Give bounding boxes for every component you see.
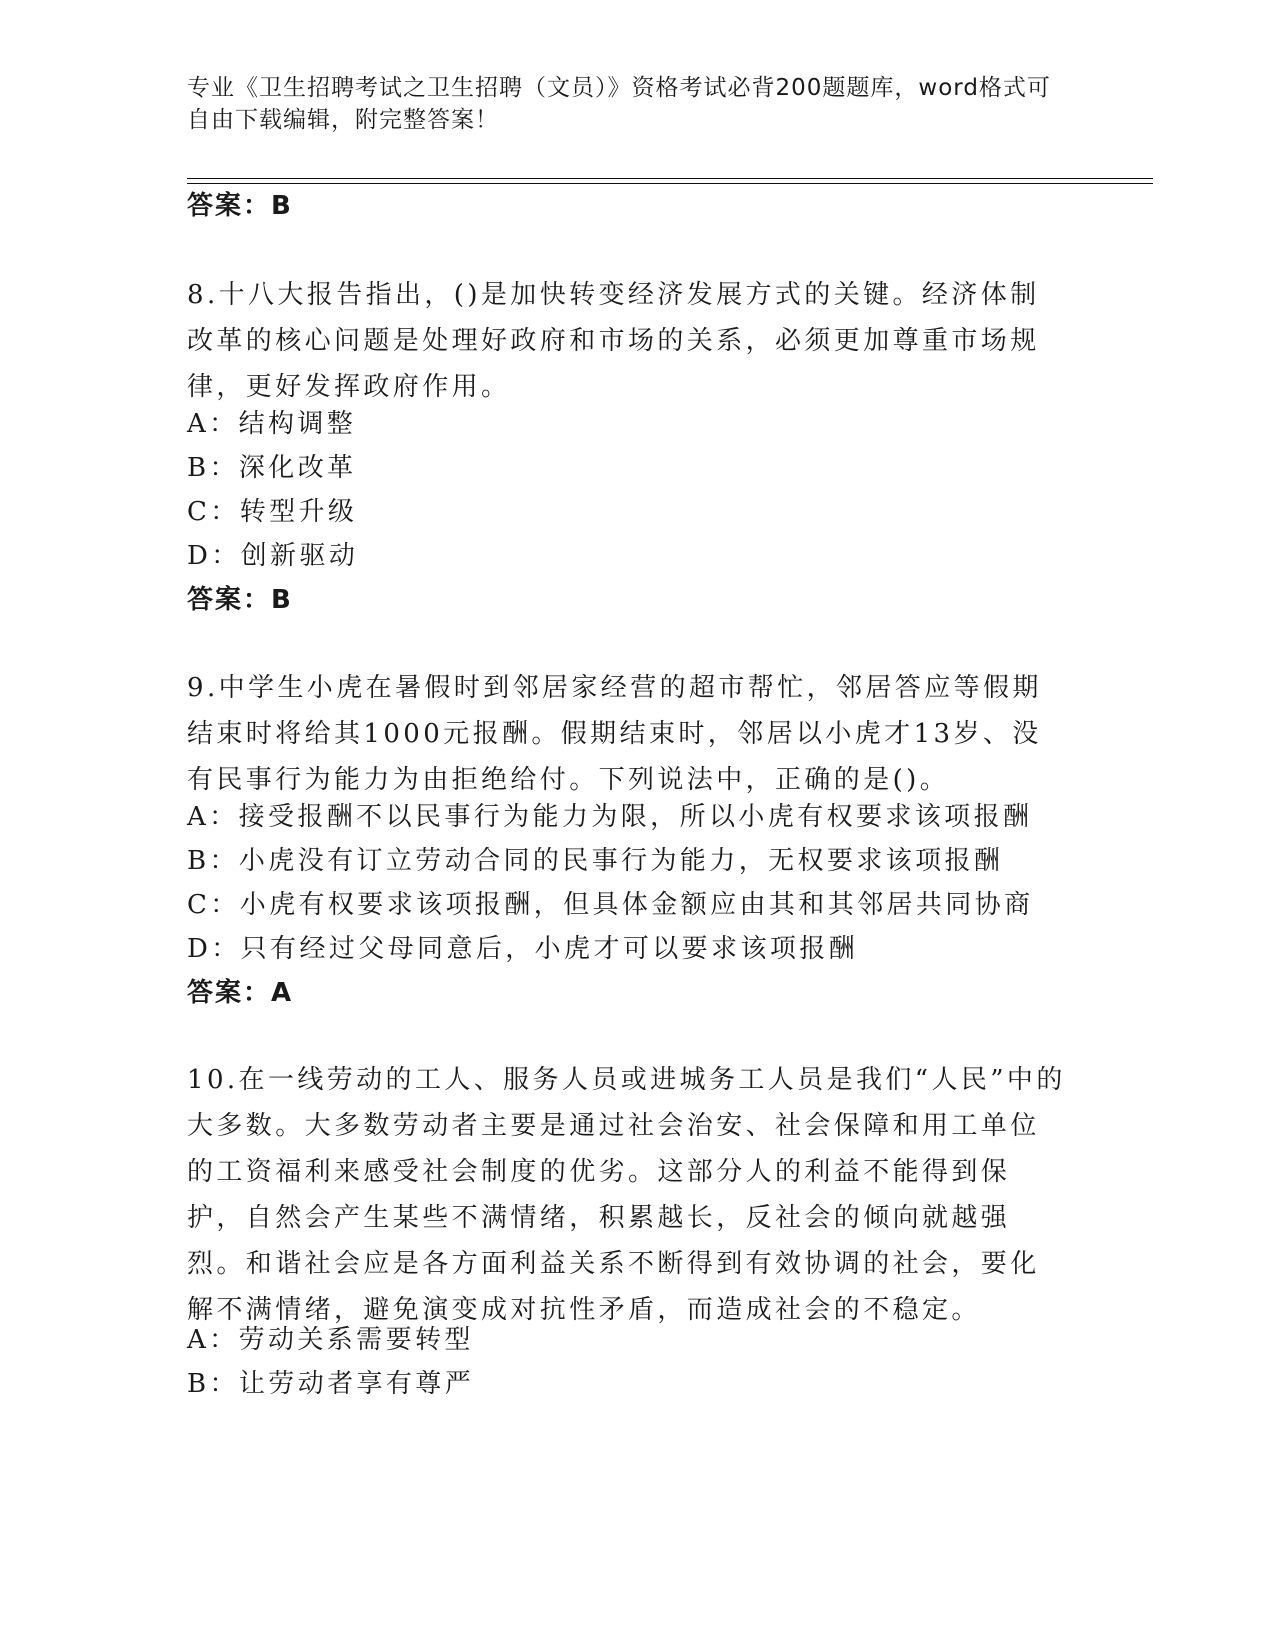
document-header: 专业《卫生招聘考试之卫生招聘（文员）》资格考试必背200题题库，word格式可自由下载编辑，附完整答案！ — [187, 75, 1051, 133]
option-b: B：深化改革 — [187, 453, 357, 483]
question-text: 10.在一线劳动的工人、服务人员或进城务工人员是我们“人民”中的大多数。大多数劳动者主要是通过社会治安、社会保障和用工单位的工资福利来感受社会制度的优劣。这部分人的利益不能得到保护，自然会产生某些不满情绪，积累越长，反社会的倾向就越强烈。和谐社会应是各方面利益关系不断得到有效协调的社会，要化解不满情绪，避免演变成对抗性矛盾，而造成社会的不稳定。 — [187, 1065, 1066, 1325]
option-d: D：创新驱动 — [187, 541, 359, 571]
option-a: A：劳动关系需要转型 — [187, 1325, 474, 1355]
option-d: D：只有经过父母同意后，小虎才可以要求该项报酬 — [187, 934, 859, 964]
option-c: C：转型升级 — [187, 497, 358, 527]
question-text: 9.中学生小虎在暑假时到邻居家经营的超市帮忙，邻居答应等假期结束时将给其1000元报酬。假期结束时，邻居以小虎才13岁、没有民事行为能力为由拒绝给付。下列说法中，正确的是()。 — [187, 673, 1042, 795]
option-c: C：小虎有权要求该项报酬，但具体金额应由其和其邻居共同协商 — [187, 890, 1034, 920]
header-divider-bottom — [187, 183, 1153, 184]
header-divider-top — [187, 178, 1153, 179]
question-text: 8.十八大报告指出，()是加快转变经济发展方式的关键。经济体制改革的核心问题是处理好政府和市场的关系，必须更加尊重市场规律，更好发挥政府作用。 — [187, 280, 1040, 402]
answer-line: 答案：A — [187, 978, 294, 1008]
answer-line: 答案：B — [187, 191, 293, 221]
option-b: B：让劳动者享有尊严 — [187, 1369, 475, 1399]
option-a: A：接受报酬不以民事行为能力为限，所以小虎有权要求该项报酬 — [187, 802, 1033, 832]
answer-line: 答案：B — [187, 585, 293, 615]
option-b: B：小虎没有订立劳动合同的民事行为能力，无权要求该项报酬 — [187, 846, 1004, 876]
option-a: A：结构调整 — [187, 409, 357, 439]
